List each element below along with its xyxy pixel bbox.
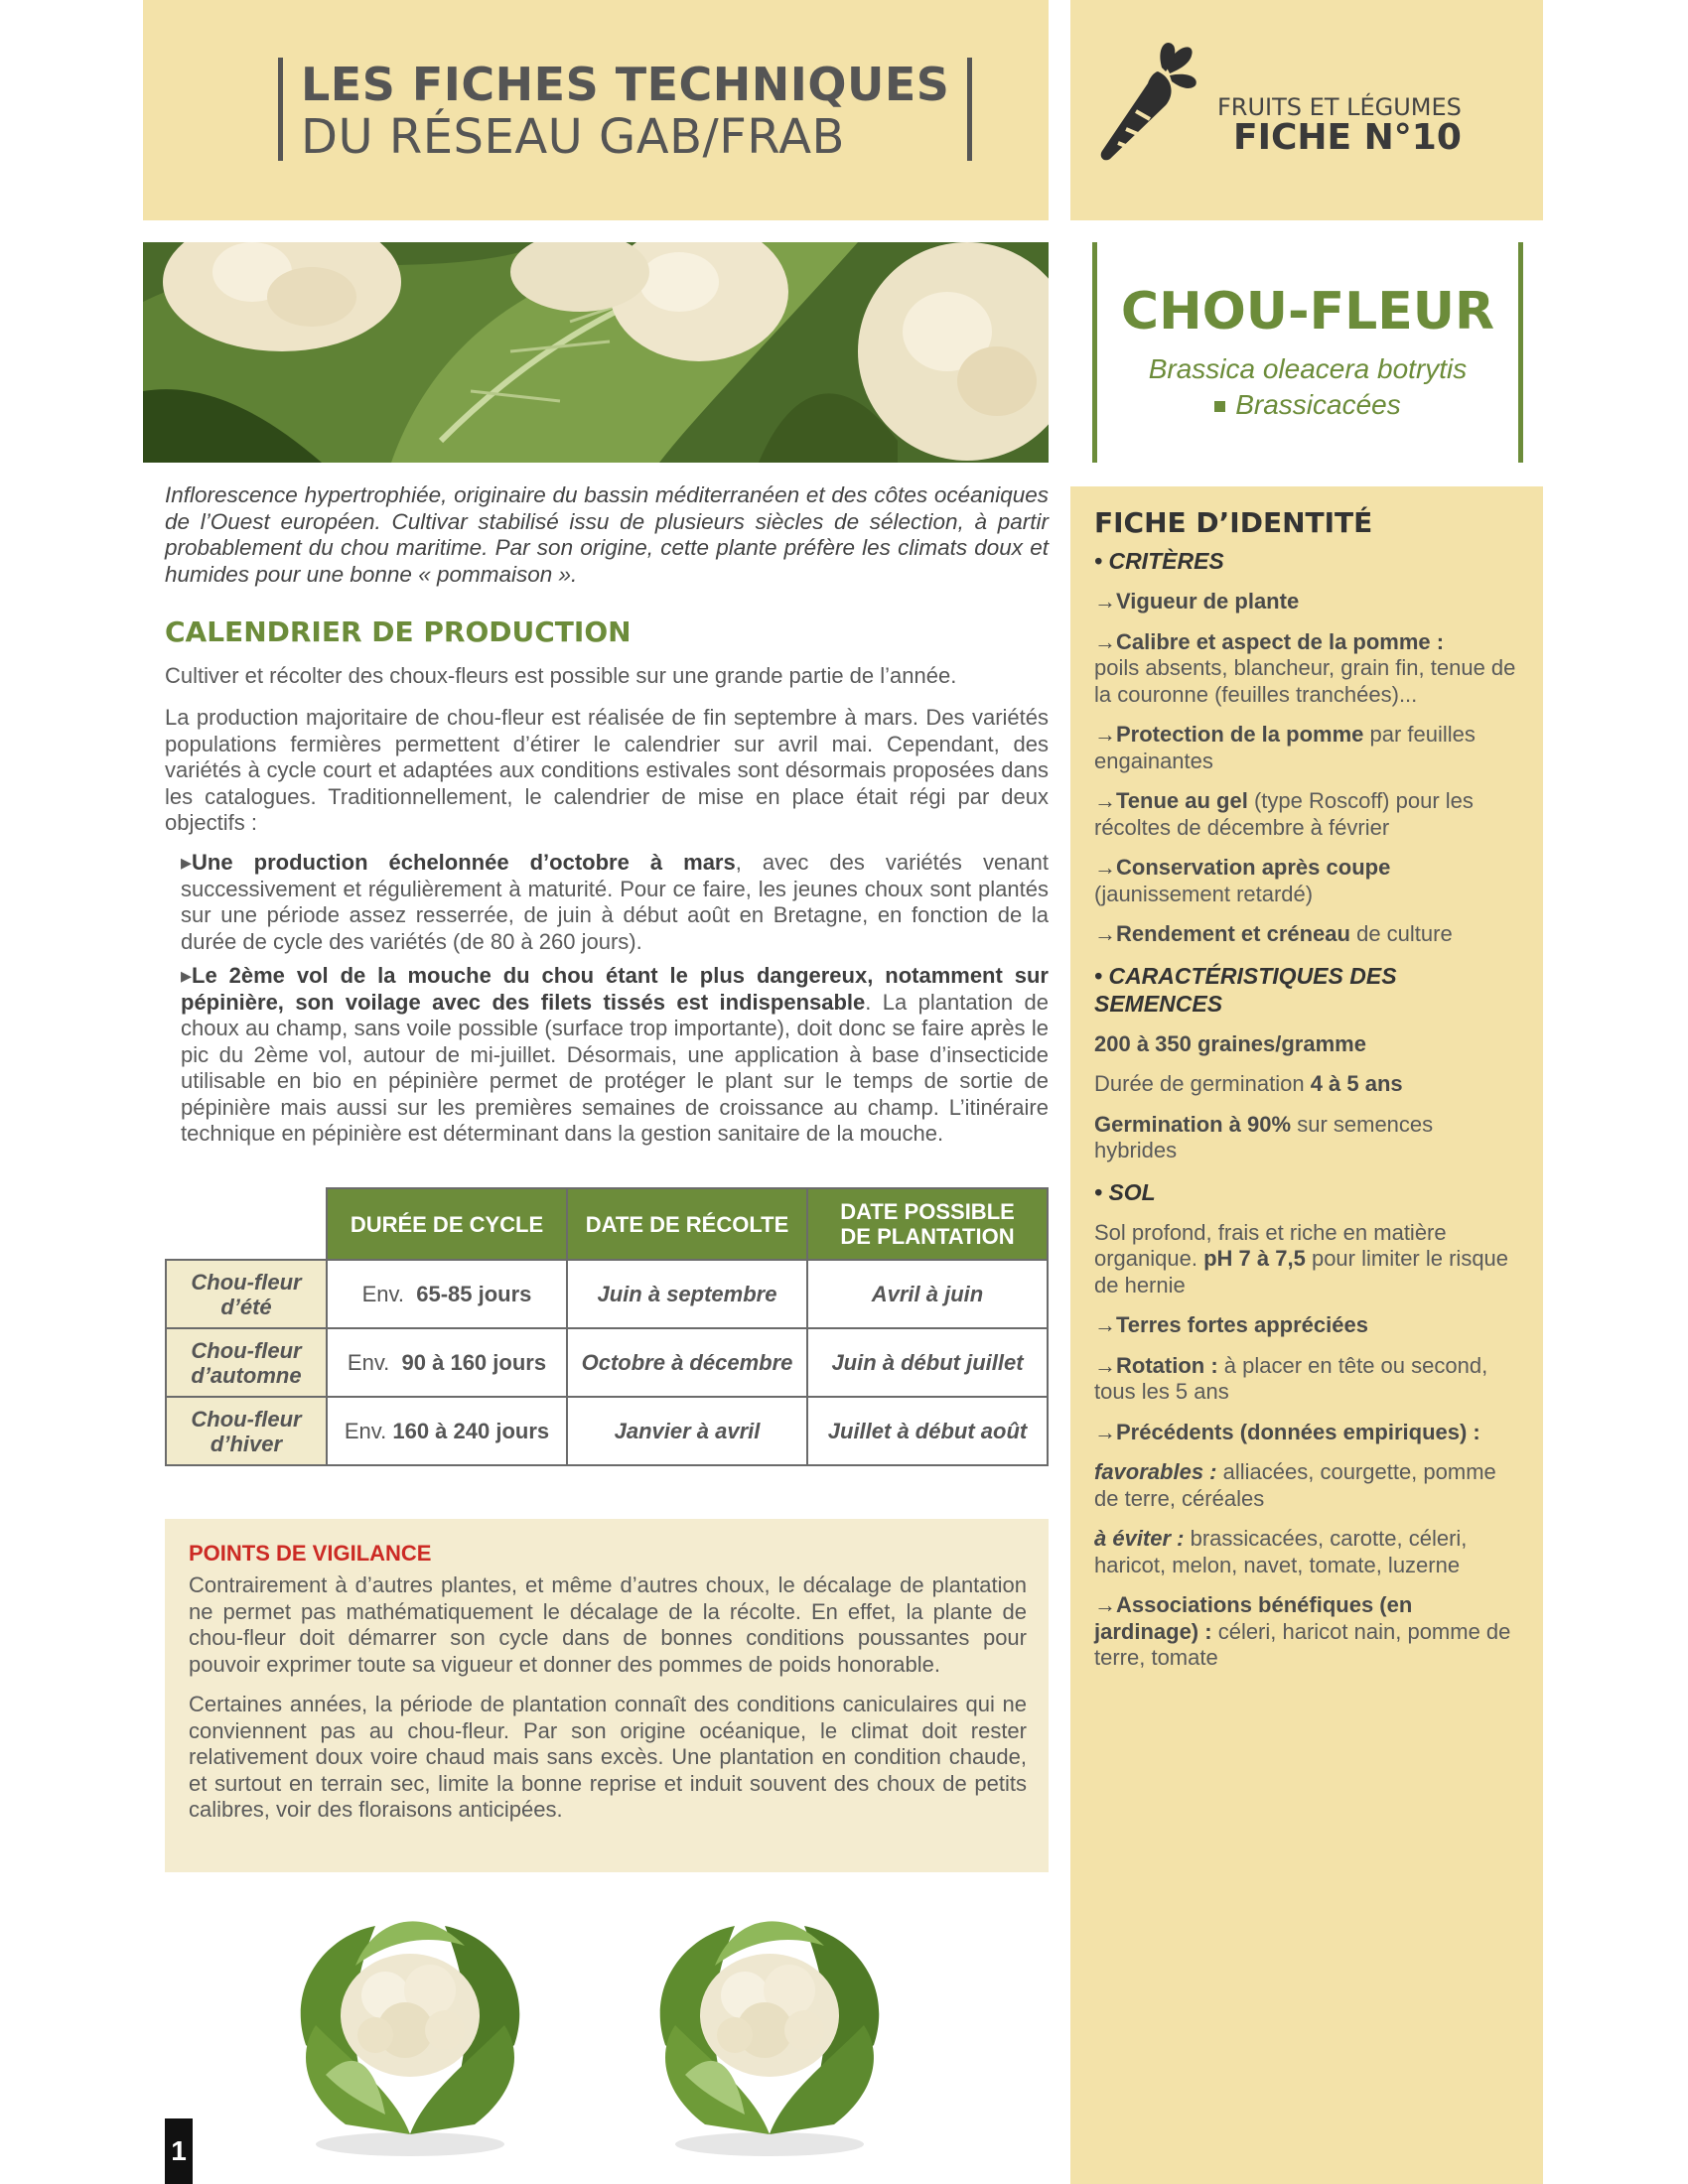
triangle-bullet-icon: ▸ [181, 850, 193, 875]
intro-paragraph: Inflorescence hypertrophiée, originaire du bassin méditerranéen et des côtes océaniques de l’Ouest européen. Cultivar stabilisé issu de plusieurs siècles de sélection, à partir probablement du chou maritime. Par son origine, cette plante préfère les climats doux et humides pour une bonne « pommaison ». [165, 482, 1049, 587]
soil-item: →Précédents (données empiriques) : [1094, 1419, 1480, 1444]
seeds-item: 200 à 350 graines/gramme [1094, 1030, 1366, 1056]
criteria-title: CRITÈRES [1108, 548, 1224, 574]
seeds-item: Durée de germination 4 à 5 ans [1094, 1071, 1403, 1096]
bullet-1-bold: Une production échelonnée d’octobre à mars [192, 850, 736, 875]
calendar-bullet-1 [181, 850, 1049, 955]
calendar-paragraph-1: Cultiver et récolter des choux-fleurs est possible sur une grande partie de l’année. [165, 663, 957, 688]
calendar-heading: CALENDRIER DE PRODUCTION [165, 615, 632, 648]
cycle-value: 65-85 jours [416, 1282, 532, 1306]
production-table [165, 1187, 1049, 1466]
table-row [166, 1260, 1048, 1328]
plant-family [1097, 389, 1518, 421]
vigilance-box [165, 1519, 1049, 1872]
criteria-item: →Conservation après coupe (jaunissement retardé) [1094, 855, 1391, 906]
planting-cell: Juin à début juillet [807, 1328, 1048, 1397]
cycle-prefix: Env. [344, 1419, 387, 1443]
harvest-cell: Octobre à décembre [567, 1328, 807, 1397]
calendar-bullet-2 [181, 963, 1049, 1148]
page-number: 1 [165, 2118, 193, 2184]
category-label: FRUITS ET LÉGUMES [1217, 93, 1462, 121]
series-title-line1: LES FICHES TECHNIQUES [301, 58, 950, 111]
harvest-cell: Juin à septembre [567, 1260, 807, 1328]
page-title: CHOU-FLEUR [1120, 282, 1495, 341]
criteria-item: →Calibre et aspect de la pomme : poils absents, blancheur, grain fin, tenue de la couronne (feuilles tranchées)... [1094, 628, 1516, 707]
row-header: Chou-fleur d’été [166, 1260, 327, 1328]
bullet-2-bold: Le 2ème vol de la mouche du chou étant le plus dangereux, notamment sur pépinière, son voilage avec des filets tissés est indispensable [181, 963, 1049, 1015]
seeds-item: Germination à 90% sur semences hybrides [1094, 1111, 1434, 1162]
cycle-cell [327, 1260, 567, 1328]
plant-family-label: Brassicacées [1235, 389, 1401, 420]
calendar-paragraph-2: La production majoritaire de chou-fleur est réalisée de fin septembre à mars. Des variétés populations fermières permettent d’étirer le calendrier sur avril mai. Cependant, des variétés à cycle court et adaptées aux conditions estivales sont désormais proposées dans les catalogues. Traditionnellement, le calendrier de mise en place était régi par deux objectifs : [165, 705, 1049, 835]
criteria-section: • CRITÈRES [1094, 548, 1224, 574]
column-header: DATE POSSIBLE DE PLANTATION [807, 1188, 1048, 1260]
seeds-title: CARACTÉRISTIQUES DES SEMENCES [1094, 962, 1397, 1017]
cauliflower-field-photo [143, 242, 1049, 463]
soil-item: →Terres fortes appréciées [1094, 1312, 1368, 1337]
species-title-box [1092, 242, 1523, 463]
series-title [278, 58, 972, 165]
fiche-number: FICHE N°10 [1233, 117, 1462, 158]
cauliflower-photo [645, 1896, 894, 2164]
soil-item: →Rotation : à placer en tête ou second, tous les 5 ans [1094, 1352, 1488, 1404]
square-bullet-icon [1214, 401, 1225, 412]
bullet-2-text: . La plantation de choux au champ, sans voile possible (surface trop importante), doit donc se faire après le pic du 2ème vol, autour de mi-juillet. Désormais, une application à base d’insecticide utilisable en bio en pépinière permet de protéger le plant sur le temps de sortie de pépinière mais aussi sur les premières semaines de croissance au champ. L’itinéraire technique en pépinière est déterminant dans la gestion sanitaire de la mouche. [181, 989, 1049, 1146]
identity-heading: FICHE D’IDENTITÉ [1094, 506, 1373, 539]
table-header-row [166, 1188, 1048, 1260]
soil-title: SOL [1108, 1178, 1156, 1205]
table-row [166, 1328, 1048, 1397]
soil-item: Sol profond, frais et riche en matière organique. pH 7 à 7,5 pour limiter le risque de hernie [1094, 1219, 1509, 1297]
cycle-value: 160 à 240 jours [392, 1419, 550, 1443]
criteria-item: →Protection de la pomme par feuilles engainantes [1094, 722, 1476, 773]
bullet-1-text: , avec des variétés venant successivement et régulièrement à maturité. Pour ce faire, les jeunes choux sont plantés sur une période assez resserrée, de juin à début août en Bretagne, en fonction de la durée de cycle des variétés (de 80 à 260 jours). [181, 850, 1049, 954]
cycle-prefix: Env. [361, 1282, 404, 1306]
harvest-cell: Janvier à avril [567, 1397, 807, 1465]
series-title-line2: DU RÉSEAU GAB/FRAB [301, 109, 845, 165]
criteria-item: →Vigueur de plante [1094, 589, 1300, 614]
latin-name: Brassica oleacera botrytis [1148, 353, 1468, 384]
vigilance-heading: POINTS DE VIGILANCE [189, 1541, 432, 1566]
column-header: DATE DE RÉCOLTE [567, 1188, 807, 1260]
cycle-cell [327, 1328, 567, 1397]
row-header: Chou-fleur d’automne [166, 1328, 327, 1397]
planting-cell: Juillet à début août [807, 1397, 1048, 1465]
soil-section: • SOL [1094, 1178, 1156, 1205]
soil-item: à éviter : brassicacées, carotte, céleri, haricot, melon, navet, tomate, luzerne [1094, 1526, 1468, 1577]
vigilance-paragraph-1: Contrairement à d’autres plantes, et même d’autres choux, le décalage de plantation ne permet pas mathématiquement le décalage de la récolte. En effet, la plante de chou-fleur doit démarrer son cycle dans de bonnes conditions poussantes pour pouvoir exprimer toute sa vigueur et donner des pommes de poids honorable. [189, 1572, 1027, 1677]
row-header: Chou-fleur d’hiver [166, 1397, 327, 1465]
column-header: DURÉE DE CYCLE [327, 1188, 567, 1260]
carrot-icon [1096, 38, 1199, 163]
identity-sidebar [1070, 486, 1543, 2184]
header-banner [143, 0, 1049, 220]
seeds-section: • CARACTÉRISTIQUES DES SEMENCES [1094, 962, 1397, 1017]
fiche-banner [1070, 0, 1543, 220]
criteria-item: →Tenue au gel (type Roscoff) pour les récoltes de décembre à février [1094, 788, 1474, 840]
triangle-bullet-icon: ▸ [181, 963, 193, 988]
criteria-item: →Rendement et créneau de culture [1094, 921, 1453, 946]
cauliflower-photo [286, 1896, 534, 2164]
table-row [166, 1397, 1048, 1465]
cycle-prefix: Env. [347, 1350, 390, 1375]
cycle-cell [327, 1397, 567, 1465]
table-corner [166, 1188, 327, 1260]
soil-item: favorables : alliacées, courgette, pomme de terre, céréales [1094, 1459, 1496, 1511]
planting-cell: Avril à juin [807, 1260, 1048, 1328]
vigilance-paragraph-2: Certaines années, la période de plantation connaît des conditions caniculaires qui ne conviennent pas au chou-fleur. Par son origine océanique, le climat doit rester relativement doux voire chaud mais sans excès. Une plantation en condition chaude, et surtout en terrain sec, limite la bonne reprise et induit souvent des choux de petits calibres, voir des floraisons anticipées. [189, 1692, 1027, 1822]
soil-item: →Associations bénéfiques (en jardinage) : céleri, haricot nain, pomme de terre, tomate [1094, 1592, 1511, 1670]
cycle-value: 90 à 160 jours [401, 1350, 547, 1375]
